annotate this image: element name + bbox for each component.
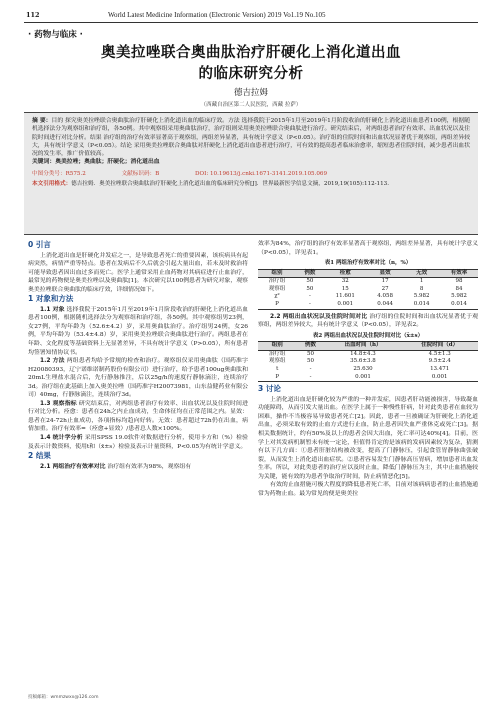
keywords: 关键词：奥美拉唑；奥曲肽；肝硬化；消化道出血 xyxy=(32,159,160,166)
metadata-row xyxy=(32,170,470,178)
subjects-text: 选择我院于2015年1月至2019年1月阶段收治的肝硬化上消化道出血患者100例，根据随机选择法分为观察组和治疗组，各50例。其中观察组男23例，女27例，平均年龄为（52.6±4.2）岁，采用奥曲肽治疗。治疗组男24例，女26例，平均年龄为（53.4±4.8）岁，采用奥美拉唑联合奥曲肽进行治疗。两组患者在年龄、文化程度等基础资料上无显著差异，不具有统计学意义（P>0.05），所有患者均签署知情协议书。 xyxy=(28,306,248,356)
bleeding-paragraph xyxy=(258,313,478,330)
table-cell: 治疗组 xyxy=(268,278,286,285)
indicators-paragraph xyxy=(28,400,248,434)
table-cell: - xyxy=(296,374,324,382)
table-cell: 1 xyxy=(419,278,424,285)
table-header-row xyxy=(258,342,478,351)
methods-heading: 1 对象和方法 xyxy=(28,294,74,304)
subjects-title: 1.1 对象 xyxy=(40,306,65,313)
efficacy-table xyxy=(258,269,478,310)
indicators-text: 研究结束后，对两组患者治疗有效率、出血状况以及住院时间进行对比分析。痊愈：患者在24h之内止血成功，生命体征均在正常范围之内。显效：患者在24-72h止血成功，各项指标均趋向好转。无效：患者超过72h仍在出血，病情加重。治疗有效率=（痊愈+显效）/患者总人数×100%。 xyxy=(28,400,248,433)
column-header: 显效 xyxy=(367,269,404,278)
table-row xyxy=(258,293,478,301)
table-cell: 4.5±1.3 xyxy=(428,350,451,357)
stats-paragraph xyxy=(28,434,248,451)
abstract-text: 目的 探究奥美拉唑联合奥曲肽治疗肝硬化上消化道出血的临床疗效。方法 选择我院于2015年1月至2019年1月阶段收治的肝硬化上消化道出血患者100例，根据随机选择法分为观察组和治疗组，各50例。其中观察组采用奥曲肽治疗，治疗组则采用奥美拉唑联合奥曲肽进行治疗。研究结束后，对两组患者治疗有效率、出血状况以及住院时间进行对比分析。结果 治疗组的治疗有效率显著高于观察组，两组差异显著，具有统计学意义（P<0.05）。治疗组的住院时间和出血状况显著优于观察组，两组差异较大，具有统计学意义（P<0.05）。结论 采用奥美拉唑联合奥曲肽对肝硬化上消化道出血患者进行治疗，可有效的提高患者临床治愈率，缩短患者住院时间，减少患者出血状况的发生率，推广价值较高。 xyxy=(32,118,470,158)
table-row xyxy=(258,278,478,286)
document-code: 文献标识码：B xyxy=(121,170,160,177)
table-cell: 9.5±2.4 xyxy=(428,358,451,365)
right-column xyxy=(258,240,478,498)
bleeding-hospital-table xyxy=(258,341,478,382)
method-title: 1.2 方法 xyxy=(40,358,65,365)
table-cell: 50 xyxy=(306,278,314,285)
results-continued: 效率为84%，治疗组的治疗有效率显著高于观察组，两组差异显著，具有统计学意义（P<0.05），详见表1。 xyxy=(258,241,478,256)
table-cell: 11.601 xyxy=(335,293,355,300)
submission-email: 投稿邮箱：wmmzwxx@126.com xyxy=(28,695,99,700)
table1-caption: 表1 两组治疗有效率对比（n，%） xyxy=(324,260,412,267)
table-row xyxy=(258,358,478,366)
table-cell: 0.014 xyxy=(440,301,478,309)
journal-name: World Latest Medicine Information (Electronic Version) 2019 Vo1.19 No.105 xyxy=(108,11,326,19)
table-cell: 17 xyxy=(381,278,389,285)
table-cell: 0.001 xyxy=(401,374,478,382)
intro-heading: 0 引言 xyxy=(28,240,51,249)
table-cell: 0.001 xyxy=(325,374,402,382)
table-cell: χ² xyxy=(274,293,280,300)
table-cell: 25.630 xyxy=(353,366,373,373)
section-tag: · 药物与临床 · xyxy=(28,30,83,40)
author: 德吉拉姆 xyxy=(233,88,268,98)
table-row xyxy=(258,350,478,358)
bleeding-title: 2.2 两组出血状况以及住院时间对比 xyxy=(270,313,368,320)
table-cell: - xyxy=(296,301,324,309)
table-cell: - xyxy=(309,366,312,373)
clc-number: 中图分类号：R575.2 xyxy=(32,170,86,177)
table-cell: P xyxy=(258,301,296,309)
results-heading: 2 结果 xyxy=(28,451,51,461)
table-cell: 50 xyxy=(306,285,314,292)
citation-text: 德吉拉姆．奥美拉唑联合奥曲肽治疗肝硬化上消化道出血的临床研究分析[J]．世界最新医学信息文摘，2019,19(105):112-113. xyxy=(71,181,389,188)
results-title: 2.1 两组治疗有效率对比 xyxy=(40,463,106,470)
stats-text: 采用SPSS 19.0软件对数据进行分析，使用卡方和（%）检验及表示计数资料，使用t和（x̄±s）检验及表示计量资料，P<0.05为有统计学意义。 xyxy=(28,435,248,450)
stats-title: 1.4 统计学分析 xyxy=(40,435,83,442)
column-header: 无效 xyxy=(403,269,440,278)
results-paragraph xyxy=(28,463,248,472)
article-title-line2: 的临床研究分析 xyxy=(198,66,304,82)
citation xyxy=(32,180,470,188)
table-cell: 84 xyxy=(455,285,463,292)
column-header: 痊愈 xyxy=(324,269,367,278)
table-cell: 32 xyxy=(341,278,349,285)
table-cell: 治疗组 xyxy=(268,350,286,357)
abstract xyxy=(32,117,470,158)
results-text: 治疗组有效率为98%，观察组有 xyxy=(107,463,192,470)
method-paragraph xyxy=(28,357,248,400)
column-header: 组别 xyxy=(258,342,296,351)
table-row xyxy=(258,366,478,374)
subjects-paragraph xyxy=(28,306,248,357)
intro-text: 上消化道出血是肝硬化并发症之一，是导致患者死亡的重要因素，该疾病具有起病突然，病情严重等特点。患者在发病后不久后就会引起大量出血，若未及时救治将可能导致患者因出血过多而死亡。医学上通常采用止血药物对其病症进行止血治疗，最常见的药物便是奥美拉唑以及奥曲肽[1]。本次研究以100例患者为研究对象，观察奥美拉唑联合奥曲肽的临床疗效，详细情况如下。 xyxy=(28,252,248,293)
left-column xyxy=(28,240,248,471)
column-header: 组别 xyxy=(258,269,296,278)
discussion-paragraph-2: 有效的止血措施可极大程度的降低患者死亡率，目前对该病病患者的止血措施通常为药物止血。最为常见的便是奥美拉 xyxy=(258,482,478,497)
indicators-title: 1.3 观察指标 xyxy=(40,400,77,407)
table-cell: 4.058 xyxy=(377,293,393,300)
column-header: 有效率 xyxy=(440,269,478,278)
table-row xyxy=(258,286,478,294)
discussion-paragraph-1: 上消化道出血是肝硬化较为严重的一种并发症，因患者肝功能被损害，导致凝血功能障碍，从而引发大量出血。在医学上属于一种慢性肝病，针对此类患者在血较为困难，操作不当极容易导致患者死亡[2]。因此，患者一旦被确证为肝硬化上消化道出血，必须采取有效的止血方式进行止血，防止患者因失血严重休克或死亡[3]。据相关数据统计，约有50%及以上的患者会因大出血，死亡率可达40%[4]。目前，医学上对其发病机制暂未有统一定论，但值得肯定的是该病的发病因素较为复杂，猜测有以下几方面：①患者肝脏结构被改变，提高了门静脉压，引起食管胃静脉曲张破裂，从而发生上消化道出血症状。②患者容易发生门静脉高压胃病，增加患者出血发生率。所以，对此类患者的治疗应以及时止血，降低门静脉压为主，其中止血措施较为关键，能有效的为患者争取治疗时间，防止病情恶化[5]。 xyxy=(258,396,478,480)
table-cell: - xyxy=(308,293,311,300)
table-cell: 0.014 xyxy=(403,301,440,309)
table-header-row xyxy=(258,269,478,278)
table-row xyxy=(258,301,478,309)
table-cell: t xyxy=(276,366,279,373)
table-cell: 15 xyxy=(341,285,349,292)
abstract-box xyxy=(24,112,478,235)
table-cell: 观察组 xyxy=(268,358,286,365)
citation-label: 本文引用格式： xyxy=(32,181,72,188)
table-row xyxy=(258,374,478,382)
page-number: 112 xyxy=(26,11,40,19)
column-header: 住院时间（d） xyxy=(401,342,478,351)
column-header: 例数 xyxy=(296,269,324,278)
table-cell: 5.982 xyxy=(451,293,467,300)
affiliation: （西藏自治区第二人民医院，西藏 拉萨） xyxy=(200,102,302,108)
column-header: 例数 xyxy=(296,342,324,351)
table-cell: 27 xyxy=(381,285,389,292)
abstract-label: 摘 要： xyxy=(32,118,52,124)
table-cell: 50 xyxy=(307,358,314,365)
bleeding-text: 治疗组的住院时间和出血状况显著优于观察组，两组差异较大，具有统计学意义（P<0.05），详见表2。 xyxy=(258,313,478,329)
table-cell: 13.471 xyxy=(430,366,450,373)
running-header xyxy=(24,9,478,23)
table-cell: 0.044 xyxy=(367,301,404,309)
method-text: 两组患者均给予常规的检查和治疗。观察组仅采用奥曲肽（国药准字H20080393，辽宁诺维诺制药股份有限公司）进行治疗，给予患者100ug奥曲肽和20mL生理盐水混合后，先行静脉推注，后以25g/h的速度行静脉滴注，连续治疗3d。治疗组在此基础上加入奥美拉唑（国药准字H20073981，山东益健药业有限公司）40mg，行静脉滴注，连续治疗3d。 xyxy=(28,358,248,399)
column-header: 出血时间（h） xyxy=(325,342,402,351)
doi: DOI: 10.19613/j.cnki.1671-3141.2019.105.069 xyxy=(195,170,328,177)
discussion-heading: 3 讨论 xyxy=(258,384,281,394)
table-cell: 5.982 xyxy=(413,293,430,300)
table2-caption: 表2 两组出血状况以及住院时间对比（x̄±s） xyxy=(312,332,424,339)
table-cell: 0.001 xyxy=(324,301,367,309)
table-cell: 8 xyxy=(419,285,424,292)
table-cell: 98 xyxy=(455,278,463,285)
table-cell: 观察组 xyxy=(268,285,286,292)
table-cell: 35.6±3.8 xyxy=(350,358,376,365)
article-title-line1: 奥美拉唑联合奥曲肽治疗肝硬化上消化道出血 xyxy=(101,45,401,61)
table-cell: 14.8±4.3 xyxy=(350,350,376,357)
table-cell: 50 xyxy=(307,350,314,357)
table-cell: P xyxy=(258,374,296,382)
